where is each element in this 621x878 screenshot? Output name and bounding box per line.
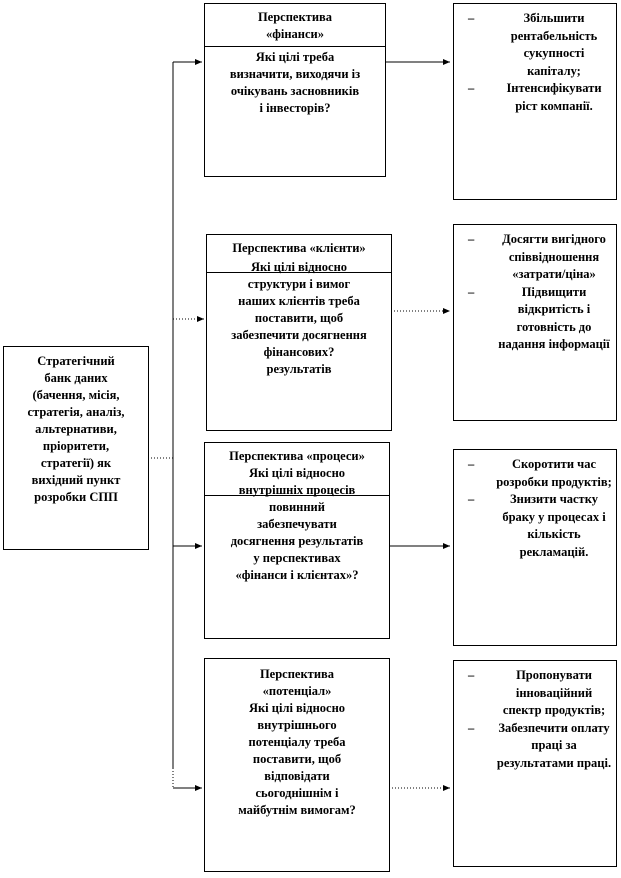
source-box [3,346,149,550]
perspective-processes-question: Які цілі відносно внутрішніх процесів повинний забезпечувати досягнення результатів у перспективах «фінанси і клієнтах»? [230,466,364,582]
source-box-text: Стратегічний банк даних (бачення, місія, стратегія, аналіз, альтернативи, пріоритети, стратегії) як вихідний пункт розробки СПП [27,354,125,504]
perspective-clients-question: Які цілі відносно структури і вимог наших клієнтів треба поставити, щоб забезпечити досягнення фінансових? результатів [231,260,367,376]
goal-item: – Збільшити рентабельність сукупності капіталу; [468,11,598,78]
goal-item: – Забезпечити оплату праці за результатами праці. [468,720,612,770]
goal-item: – Пропонувати інноваційний спектр продуктів; [468,668,606,717]
perspective-potential-box [204,658,390,872]
perspective-finance-question: Які цілі треба визначити, виходячи із очікувань засновників і інвесторів? [229,50,361,115]
goal-item: – Підвищити відкритість і готовність до надання інформації [468,284,610,351]
perspective-potential-question: Які цілі відносно внутрішнього потенціалу треба поставити, щоб відповідати сьогоднішнім і майбутнім вимогам? [238,701,356,817]
perspective-finance-divider [205,46,385,47]
goal-item: – Скоротити час розробки продуктів; [468,457,612,489]
perspective-clients-box [206,234,392,431]
perspective-finance-box [204,3,386,177]
goal-item: – Інтенсифікувати ріст компанії. [468,81,602,113]
goal-item: – Досягти вигідного співвідношення «затрати/ціна» [468,232,606,281]
perspective-processes-box [204,442,390,639]
perspective-potential-title: Перспектива «потенціал» [259,667,335,698]
goals-processes-box [453,449,617,646]
perspective-processes-title: Перспектива «процеси» [229,449,365,463]
perspective-finance-title: Перспектива «фінанси» [257,10,333,41]
perspective-clients-title: Перспектива «клієнти» [232,241,366,255]
goals-clients-box [453,224,617,421]
goals-potential-box [453,660,617,867]
goal-item: – Знизити частку браку у процесах і кількість рекламацій. [468,492,606,559]
goals-finance-box [453,3,617,200]
